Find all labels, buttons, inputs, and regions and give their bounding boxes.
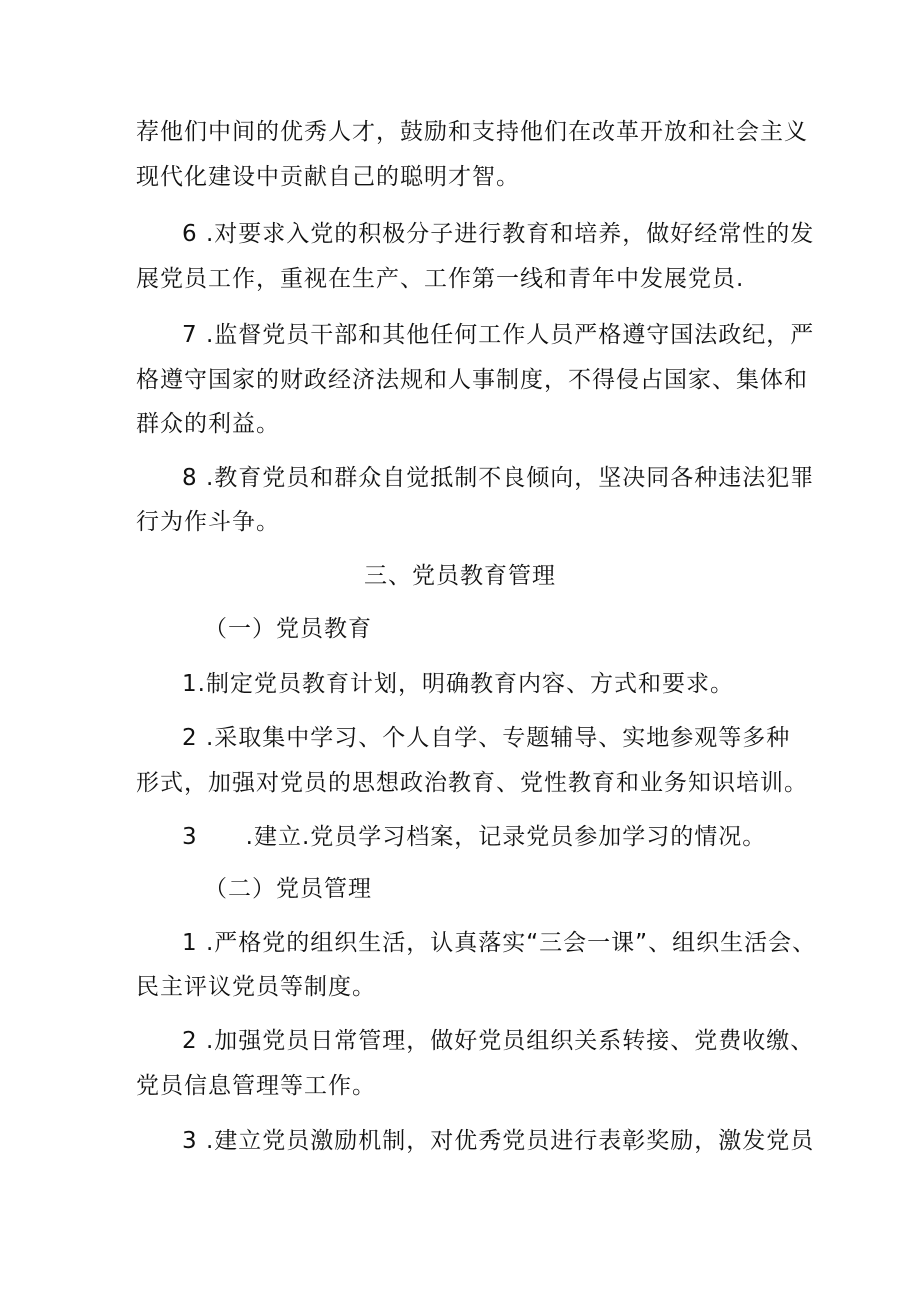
text-line: 展党员工作，重视在生产、工作第一线和青年中发展党员. [136,266,745,292]
text-line: 民主评议党员等制度。 [136,974,376,1000]
text-line: 群众的利益。 [136,411,280,437]
subsection-heading-management: （二）党员管理 [204,876,372,902]
section-heading: 三、党员教育管理 [364,563,556,589]
list-item-1-line: 1 .严格党的组织生活，认真落实“三会一课”、组织生活会、 [182,930,817,956]
list-item-1-line: 1.制定党员教育计划，明确教育内容、方式和要求。 [182,671,734,697]
list-item-3-line: 3 .建立党员激励机制，对优秀党员进行表彰奖励，激发党员 [182,1128,815,1154]
list-item-7-line: 7 .监督党员干部和其他任何工作人员严格遵守国法政纪，严 [182,322,815,348]
text-line: 党员信息管理等工作。 [136,1073,376,1099]
subsection-heading-education: （一）党员教育 [204,616,372,642]
text-line: 行为作斗争。 [136,509,280,535]
text-line: 荐他们中间的优秀人才，鼓励和支持他们在改革开放和社会主义 [136,119,808,145]
text-line: 形式，加强对党员的思想政治教育、党性教育和业务知识培训。 [136,770,808,796]
list-item-2-line: 2 .加强党员日常管理，做好党员组织关系转接、党费收缴、 [182,1028,815,1054]
list-item-8-line: 8 .教育党员和群众自觉抵制不良倾向，坚决同各种违法犯罪 [182,465,815,491]
text-line: 现代化建设中贡献自己的聪明才智。 [136,164,520,190]
list-item-2-line: 2 .采取集中学习、个人自学、专题辅导、实地参观等多种 [182,725,791,751]
text-line: 格遵守国家的财政经济法规和人事制度，不得侵占国家、集体和 [136,367,808,393]
list-item-3-line: 3 .建立.党员学习档案，记录党员参加学习的情况。 [182,824,767,850]
list-item-6-line: 6 .对要求入党的积极分子进行教育和培养，做好经常性的发 [182,221,815,247]
